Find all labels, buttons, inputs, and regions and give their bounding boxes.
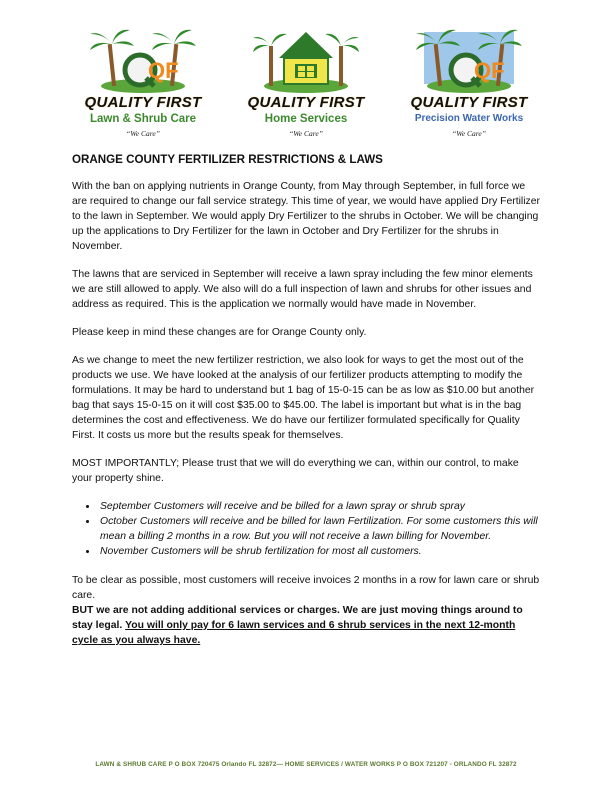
paragraph-september-service: The lawns that are serviced in September will receive a lawn spray including the few minor elements we are still allowed to apply. We also will do a full inspection of lawn and shrubs for other issues and address as required. This is the application we normally would have made in November.: [72, 269, 533, 310]
paragraph-most-importantly: MOST IMPORTANTLY; Please trust that we will do everything we can, within our control, to make your property shine.: [72, 458, 519, 484]
logo-home-services: [231, 26, 381, 150]
closing-underlined: You will only pay for 6 lawn services and 6 shrub services in the next 12-month cycle as you always have.: [72, 620, 516, 646]
logo-motto: “We Care”: [452, 129, 486, 138]
list-item: • September Customers will receive and be billed for a lawn spray or shrub spray: [98, 499, 540, 514]
logo-motto: “We Care”: [289, 129, 323, 138]
logo-subtitle: Home Services: [264, 113, 348, 125]
footer-address: LAWN & SHRUB CARE P O BOX 720475 Orlando FL 32872— HOME SERVICES / WATER WORKS P O BOX 721207 - ORLANDO FL 32872: [95, 761, 517, 768]
brand-name: QUALITY FIRST: [247, 94, 365, 111]
closing-plain: To be clear as possible, most customers will receive invoices 2 months in a row for lawn care or shrub care.: [72, 575, 540, 601]
logo-motto: “We Care”: [126, 129, 160, 138]
page-title: ORANGE COUNTY FERTILIZER RESTRICTIONS & LAWS: [72, 153, 383, 166]
paragraph-ban-overview: With the ban on applying nutrients in Orange County, from May through September, in full force we are required to change our fall service strategy. This time of year, we would have applied Dry Fertilizer to the lawn in September. We would apply Dry Fertilizer to the shrubs in October. We will be changing up the applications to Dry Fertilizer for the lawn in October and Dry Fertilizer for the shrubs in November.: [72, 181, 540, 252]
logo-monogram: QF: [148, 58, 179, 83]
brand-name: QUALITY FIRST: [410, 94, 528, 111]
closing-paragraph: [72, 573, 540, 648]
palm-tree-icon: [414, 26, 524, 94]
logo-precision-water-works: [394, 26, 544, 150]
brand-name: QUALITY FIRST: [84, 94, 202, 111]
closing-bold: BUT we are not adding additional services or charges. We are just moving things around to stay legal.: [72, 605, 523, 631]
billing-list: [72, 499, 540, 559]
logo-subtitle: Precision Water Works: [414, 113, 524, 124]
logo-monogram: QF: [474, 58, 505, 83]
letterhead: [0, 0, 612, 150]
logo-lawn-shrub-care: [68, 26, 218, 150]
list-item: • November Customers will be shrub fertilization for most all customers.: [98, 544, 540, 559]
logo-subtitle: Lawn & Shrub Care: [89, 113, 197, 125]
house-icon: [251, 26, 361, 94]
paragraph-fertilizer-cost: As we change to meet the new fertilizer restriction, we also look for ways to get the most out of the products we use. We have looked at the analysis of our fertilizer products attempting to modify the formulations. It may be hard to understand but 1 bag of 15-0-15 can be as low as $10.00 but another bag that says 15-0-15 on it will cost $35.00 to $45.00. The label is important but what is in the bag determines the cost and effectiveness. We do have our fertilizer formulated specifically for Quality First. It costs us more but the results speak for themselves.: [72, 355, 535, 441]
letter-body: [72, 152, 540, 661]
palm-tree-icon: [88, 26, 198, 94]
paragraph-orange-county-note: Please keep in mind these changes are for Orange County only.: [72, 327, 367, 338]
list-item: • October Customers will receive and be billed for lawn Fertilization. For some customers this will mean a billing 2 months in a row. But you will not receive a lawn billing for November.: [98, 514, 540, 544]
